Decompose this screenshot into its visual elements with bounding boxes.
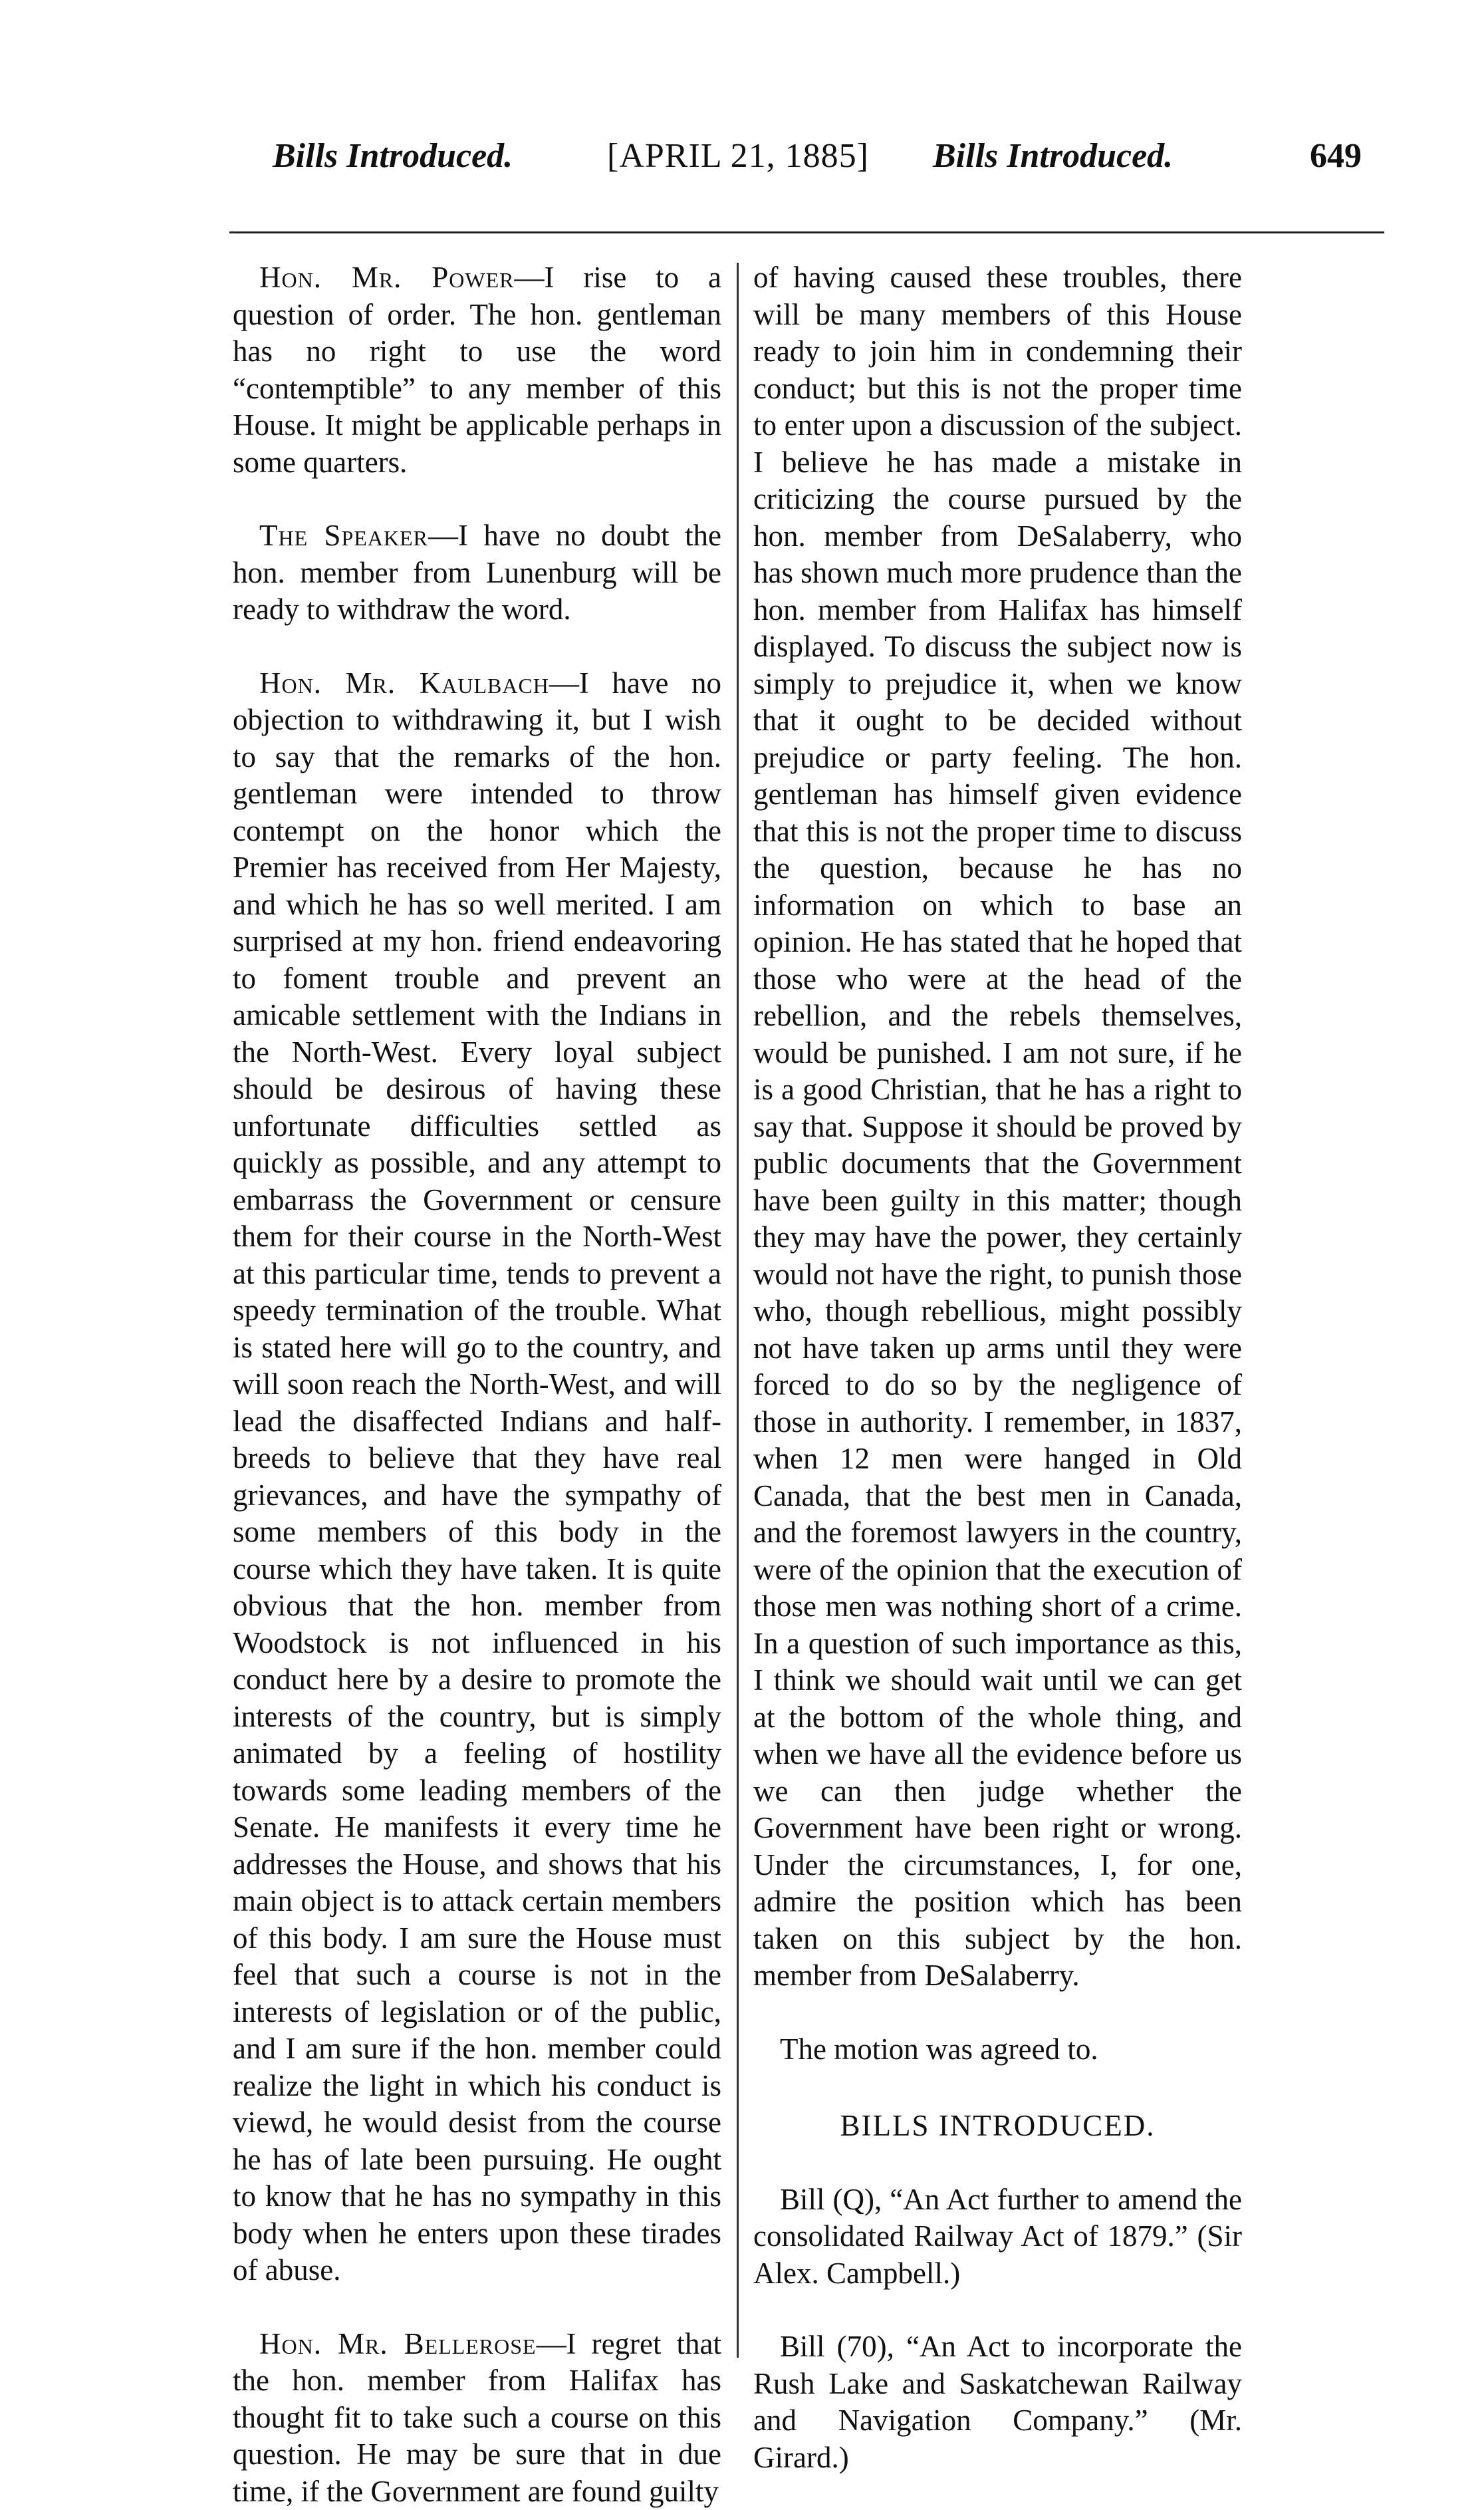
header-left-title: Bills Introduced. — [273, 136, 513, 176]
header-right-title: Bills Introduced. — [933, 136, 1173, 176]
speaker-name: Hon. Mr. Kaulbach — [259, 666, 549, 700]
speaker-name: Hon. Mr. Power — [259, 261, 515, 294]
speech-bellerose — [233, 2326, 721, 2510]
speech-kaulbach — [233, 665, 721, 2289]
speech-continuation: of having caused these troubles, there will be many members of this House ready to join him in condemning their conduct; but this is not the proper time to enter upon a discussion of the subject. I believe he has made a mistake in criticizing the course pursued by the hon. member from DeSalaberry, who has shown much more prudence than the hon. member from Halifax has himself displayed. To discuss the subject now is simply to prejudice it, when we know that it ought to be decided without prejudice or party feeling. The hon. gentleman has himself given evidence that this is not the proper time to discuss the question, because he has no information on which to base an opinion. He has stated that he hoped that those who were at the head of the rebellion, and the rebels themselves, would be punished. I am not sure, if he is a good Christian, that he has a right to say that. Suppose it should be proved by public documents that the Government have been guilty in this matter; though they may have the power, they certainly would not have the right, to punish those who, though rebellious, might possibly not have taken up arms until they were forced to do so by the negligence of those in authority. I remember, in 1837, when 12 men were hanged in Old Canada, that the best men in Canada, and the foremost lawyers in the country, were of the opinion that the execution of those men was nothing short of a crime. In a question of such importance as this, I think we should wait until we can get at the bottom of the whole thing, and when we have all the evidence before us we can then judge whether the Government have been right or wrong. Under the circumstances, I, for one, admire the position which has been taken on this subject by the hon. member from DeSalaberry. — [753, 259, 1242, 1995]
speaker-name: Hon. Mr. Bellerose — [259, 2327, 537, 2360]
right-column — [753, 259, 1242, 2476]
speaker-name: The Speaker — [259, 519, 428, 552]
speech-text: —I regret that the hon. member from Halifax has thought fit to take such a course on this question. He may be sure that in due time, if the Government are found guilty — [233, 2327, 721, 2508]
header-date: [APRIL 21, 1885] — [607, 136, 869, 176]
bill-item: Bill (70), “An Act to incorporate the Rush Lake and Saskatchewan Railway and Navigation Company.” (Mr. Girard.) — [753, 2328, 1242, 2476]
left-column — [233, 259, 721, 2510]
speech-text: —I have no objection to withdrawing it, but I wish to say that the remarks of the hon. gentleman were intended to throw contempt on the honor which the Premier has received from Her Majesty, and which he has so well merited. I am surprised at my hon. friend endeavoring to foment trouble and prevent an amicable settlement with the Indians in the North-West. Every loyal subject should be desirous of having these unfortunate difficulties settled as quickly as possible, and any attempt to embarrass the Government or censure them for their course in the North-West at this particular time, tends to prevent a speedy termination of the trouble. What is stated here will go to the country, and will soon reach the North-West, and will lead the disaffected Indians and half-breeds to believe that they have real grievances, and have the sympathy of some members of this body in the course which they have taken. It is quite obvious that the hon. member from Woodstock is not influenced in his conduct here by a desire to promote the interests of the country, but is simply animated by a feeling of hostility towards some leading members of the Senate. He manifests it every time he addresses the House, and shows that his main object is to attack certain members of this body. I am sure the House must feel that such a course is not in the interests of legislation or of the public, and I am sure if the hon. member could realize the light in which his conduct is viewd, he would desist from the course he has of late been pursuing. He ought to know that he has no sympathy in this body when he enters upon these tirades of abuse. — [233, 666, 721, 2287]
page-number: 649 — [1310, 136, 1362, 176]
header-rule — [229, 231, 1384, 233]
section-heading: BILLS INTRODUCED. — [753, 2108, 1242, 2145]
motion-result: The motion was agreed to. — [753, 2031, 1242, 2068]
speech-speaker — [233, 517, 721, 628]
column-divider — [737, 263, 739, 2358]
speech-text: —I have no doubt the hon. member from Lunenburg will be ready to withdraw the word. — [233, 519, 721, 626]
speech-power — [233, 259, 721, 481]
speech-text: —I rise to a question of order. The hon. gentleman has no right to use the word “contemptible” to any member of this House. It might be applicable perhaps in some quarters. — [233, 261, 721, 479]
running-header — [0, 0, 1484, 206]
bill-item: Bill (Q), “An Act further to amend the consolidated Railway Act of 1879.” (Sir Alex. Campbell.) — [753, 2181, 1242, 2293]
